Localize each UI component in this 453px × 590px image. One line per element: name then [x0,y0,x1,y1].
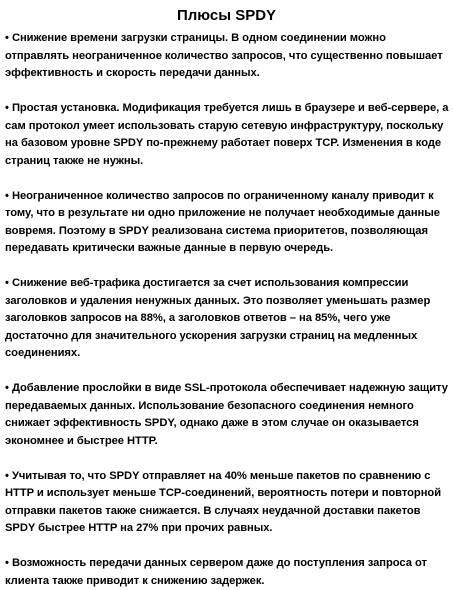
list-item-text: Снижение времени загрузки страницы. В одном соединении можно отправлять неограниченное количество запросов, что существенно повышает эффективность и скорость передачи данных. [5,32,443,79]
list-item [5,380,451,450]
list-item [5,100,451,170]
bullet-marker: • [5,189,9,202]
advantages-list [5,30,451,590]
list-item-text: Возможность передачи данных сервером даже до поступления запроса от клиента также приводит к снижению задержек. [5,557,427,587]
list-item [5,188,451,258]
list-item-text: Простая установка. Модификация требуется лишь в браузере и веб-сервере, а сам протокол умеет использовать старую сетевую инфраструктуру, поскольку на базовом уровне SPDY по-прежнему работает поверх TCP. Изменения в коде страниц также не нужны. [5,102,449,167]
list-item [5,468,451,538]
list-item-text: Неограниченное количество запросов по ограниченному каналу приводит к тому, что в результате ни одно приложение не получает необходимые данные вовремя. Поэтому в SPDY реализована система приоритетов, позволяющая передавать критически важные данные в первую очередь. [5,189,440,254]
list-item-text: Добавление прослойки в виде SSL-протокола обеспечивает надежную защиту передаваемых данных. Использование безопасного соединения немного снижает эффективность SPDY, однако даже в этом случае он оказывается экономнее и быстрее HTTP. [5,382,448,447]
bullet-marker: • [5,32,9,44]
bullet-marker: • [5,277,9,289]
list-item [5,275,451,363]
list-item-text: Учитывая то, что SPDY отправляет на 40% меньше пакетов по сравнению с HTTP и использует меньше TCP-соединений, вероятность потери и повторной отправки пакетов также снижается. В случаях неудачной доставки пакетов SPDY быстрее HTTP на 27% при прочих равных. [5,469,442,534]
page-title: Плюсы SPDY [176,7,277,24]
bullet-marker: • [5,469,9,482]
list-item-text: Снижение веб-трафика достигается за счет использования компрессии заголовков и удаления ненужных данных. Это позволяет уменьшать размер заголовков запросов на 88%, а заголовков ответов – на 85%, чего уже достаточно для значительного ускорения загрузки страниц на медленных соединениях. [5,277,431,359]
bullet-marker: • [5,382,9,394]
bullet-marker: • [5,102,9,114]
bullet-marker: • [5,557,9,569]
list-item [5,555,451,590]
list-item [5,30,451,83]
